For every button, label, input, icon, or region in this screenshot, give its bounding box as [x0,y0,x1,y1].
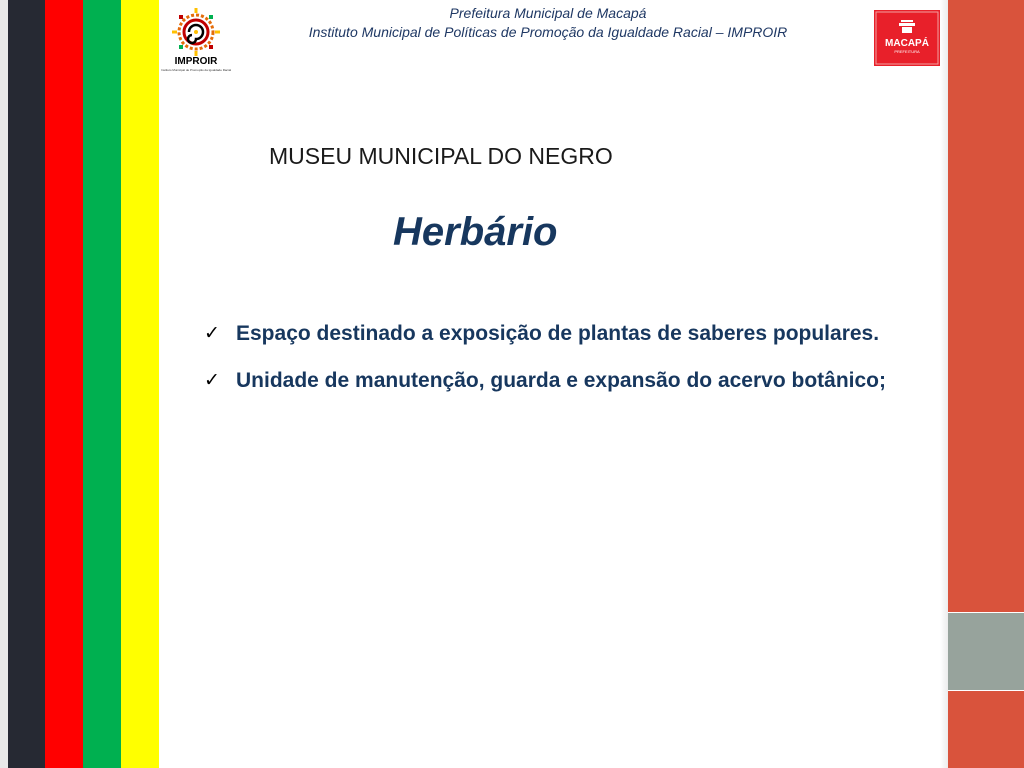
improir-logo [160,8,232,74]
macapa-logo [874,10,940,66]
right-orange-bar [948,0,1024,612]
yellow-stripe [121,0,159,768]
improir-logo-label: IMPROIR [174,56,218,67]
museum-title: MUSEU MUNICIPAL DO NEGRO [269,143,613,169]
right-gray-block [948,613,1024,690]
green-stripe [83,0,121,768]
checkmark-icon: ✓ [204,323,220,344]
section-title: Herbário [393,210,558,254]
improir-logo-sublabel: Instituto Municipal de Promoção da Igualdade Racial [160,68,232,72]
header [228,4,868,42]
bullet-item [204,365,930,396]
header-line-1: Prefeitura Municipal de Macapá [449,5,647,21]
left-edge-stripe [0,0,8,768]
right-shadow [940,0,948,768]
bullet-text: Unidade de manutenção, guarda e expansão do acervo botânico; [236,369,886,392]
macapa-logo-label: MACAPÁ [885,38,929,49]
stripe-gap [159,0,162,768]
header-line-2: Instituto Municipal de Políticas de Promoção da Igualdade Racial – IMPROIR [308,24,788,40]
bullet-list [204,318,930,412]
right-orange-bar-bottom [948,691,1024,768]
checkmark-icon: ✓ [204,370,220,391]
macapa-logo-sublabel: PREFEITURA [894,49,920,54]
red-stripe [45,0,83,768]
dark-stripe [8,0,45,768]
bullet-item [204,318,930,349]
bullet-text: Espaço destinado a exposição de plantas de saberes populares. [236,322,880,345]
